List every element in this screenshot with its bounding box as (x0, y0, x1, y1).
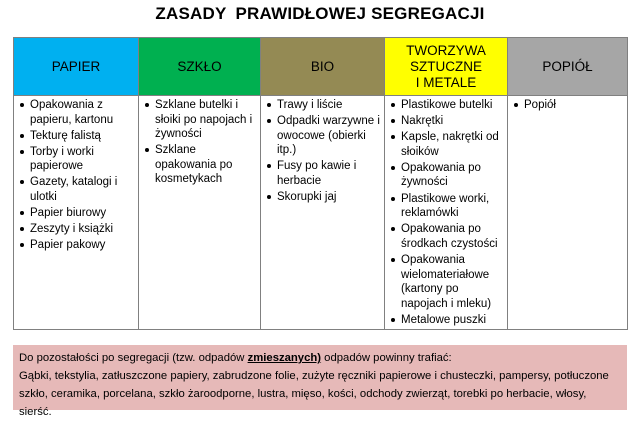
list-item: Kapsle, nakrętki od słoików (390, 130, 503, 159)
item-list (508, 96, 627, 113)
list-item: Opakowania z papieru, kartonu (19, 98, 134, 127)
item-list (139, 96, 260, 187)
list-item: Opakowania wielomateriałowe (kartony po napojach i mleku) (390, 253, 503, 311)
list-item: Papier pakowy (19, 238, 134, 253)
header-line: TWORZYWA (406, 42, 486, 58)
header-tworzywa-sztuczne-i-metale (385, 38, 508, 96)
list-item: Gazety, katalogi i ulotki (19, 175, 134, 204)
note-line-2: Gąbki, tekstylia, zatłuszczone papiery, zabrudzone folie, zużyte ręczniki papierowe i chusteczki, pampersy, potłuczone szkło, ceramika, porcelana, szkło żaroodporne, lustra, mięso, kości, odchody zwierząt, torebki po herbacie, włosy, sierść. (19, 370, 609, 418)
header-papier: PAPIER (14, 38, 139, 96)
list-item: Szklane butelki i słoiki po napojach i żywności (144, 98, 256, 142)
table-header-row (14, 38, 628, 96)
mixed-waste-note (13, 345, 627, 418)
item-list (14, 96, 138, 253)
page-title (0, 4, 640, 24)
list-item: Tekturę falistą (19, 129, 134, 144)
header-bio: BIO (261, 38, 385, 96)
column-popiol (508, 96, 628, 330)
list-item: Opakowania po środkach czystości (390, 222, 503, 251)
header-popiol: POPIÓŁ (508, 38, 628, 96)
column-tworzywa-sztuczne-i-metale (385, 96, 508, 330)
list-item: Metalowe puszki (390, 313, 503, 328)
title-part-2: PRAWIDŁOWEJ SEGREGACJI (235, 4, 485, 23)
list-item: Trawy i liście (266, 98, 380, 113)
header-line: I METALE (415, 74, 477, 90)
list-item: Papier biurowy (19, 206, 134, 221)
list-item: Skorupki jaj (266, 190, 380, 205)
list-item: Torby i worki papierowe (19, 145, 134, 174)
note-text: odpadów powinny trafiać: (321, 352, 452, 364)
list-item: Popiół (513, 98, 623, 113)
column-bio (261, 96, 385, 330)
column-papier (14, 96, 139, 330)
list-item: Opakowania po żywności (390, 161, 503, 190)
note-line-1 (19, 349, 621, 367)
list-item: Zeszyty i książki (19, 222, 134, 237)
header-szklo: SZKŁO (139, 38, 261, 96)
item-list (385, 96, 507, 327)
title-part-1: ZASADY (155, 4, 227, 23)
list-item: Plastikowe worki, reklamówki (390, 192, 503, 221)
list-item: Fusy po kawie i herbacie (266, 159, 380, 188)
list-item: Odpadki warzywne i owocowe (obierki itp.) (266, 114, 380, 158)
segregation-table (13, 37, 628, 330)
list-item: Nakrętki (390, 114, 503, 129)
table-body-row (14, 96, 628, 330)
list-item: Plastikowe butelki (390, 98, 503, 113)
list-item: Szklane opakowania po kosmetykach (144, 143, 256, 187)
item-list (261, 96, 384, 205)
note-text: Do pozostałości po segregacji (tzw. odpadów (19, 352, 248, 364)
note-emphasis: zmieszanych) (247, 352, 322, 364)
column-szklo (139, 96, 261, 330)
header-line: SZTUCZNE (410, 58, 482, 74)
